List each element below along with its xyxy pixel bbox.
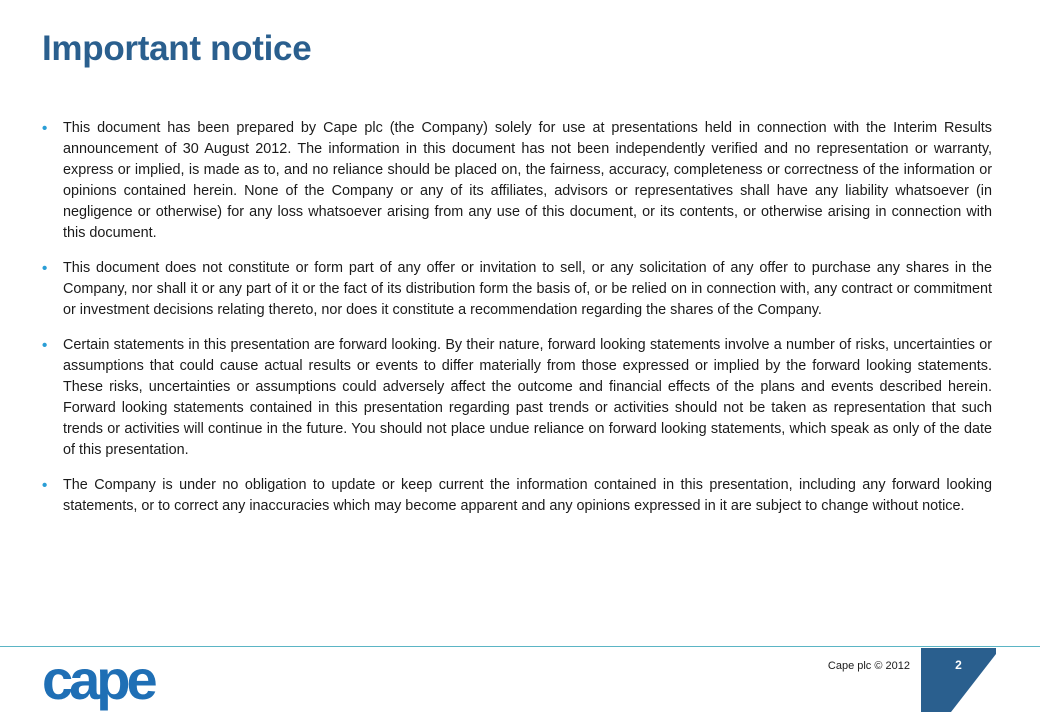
notice-item-1 bbox=[42, 118, 992, 244]
notice-text-3: Certain statements in this presentation are forward looking. By their nature, forward looking statements involve a number of risks, uncertainties or assumptions that could cause actual results or events to differ materially from those expressed or implied by the forward looking statements. These risks, uncertainties or assumptions could adversely affect the outcome and financial effects of the plans and events described herein. Forward looking statements contained in this presentation regarding past trends or activities should not be taken as representation that such trends or activities will continue in the future. You should not place undue reliance on forward looking statements, which speak as only of the date of this presentation. bbox=[63, 337, 992, 458]
bullet-dot-icon: • bbox=[42, 260, 48, 277]
notice-item-3 bbox=[42, 335, 992, 461]
bullet-dot-icon: • bbox=[42, 337, 48, 354]
notice-text-1: This document has been prepared by Cape plc (the Company) solely for use at presentations held in connection with the Interim Results announcement of 30 August 2012. The information in this document has not been independently verified and no representation or warranty, express or implied, is made as to, and no reliance should be placed on, the fairness, accuracy, completeness or correctness of the information or opinions contained herein. None of the Company or any of its affiliates, advisors or representatives shall have any liability whatsoever (in negligence or otherwise) for any loss whatsoever arising from any use of this document, or its contents, or otherwise arising in connection with this document. bbox=[63, 120, 992, 241]
notice-item-4 bbox=[42, 475, 992, 517]
copyright-text: Cape plc © 2012 bbox=[827, 660, 910, 672]
notice-item-2 bbox=[42, 258, 992, 321]
footer-divider bbox=[0, 646, 1040, 647]
slide-title: Important notice bbox=[42, 29, 312, 68]
notice-list bbox=[42, 118, 992, 531]
cape-logo bbox=[42, 654, 174, 714]
bullet-dot-icon: • bbox=[42, 477, 48, 494]
notice-text-4: The Company is under no obligation to update or keep current the information contained in this presentation, including any forward looking statements, or to correct any inaccuracies which may become apparent and any opinions expressed in it are subject to change without notice. bbox=[63, 477, 992, 514]
page-number: 2 bbox=[955, 658, 962, 672]
bullet-dot-icon: • bbox=[42, 120, 48, 137]
logo-wordmark: cape bbox=[42, 654, 154, 711]
notice-text-2: This document does not constitute or form part of any offer or invitation to sell, or any solicitation of any offer to purchase any shares in the Company, nor shall it or any part of it or the fact of its distribution form the basis of, or be relied on in connection with, any contract or commitment or investment decisions relating thereto, nor does it constitute a recommendation regarding the shares of the Company. bbox=[63, 260, 992, 318]
